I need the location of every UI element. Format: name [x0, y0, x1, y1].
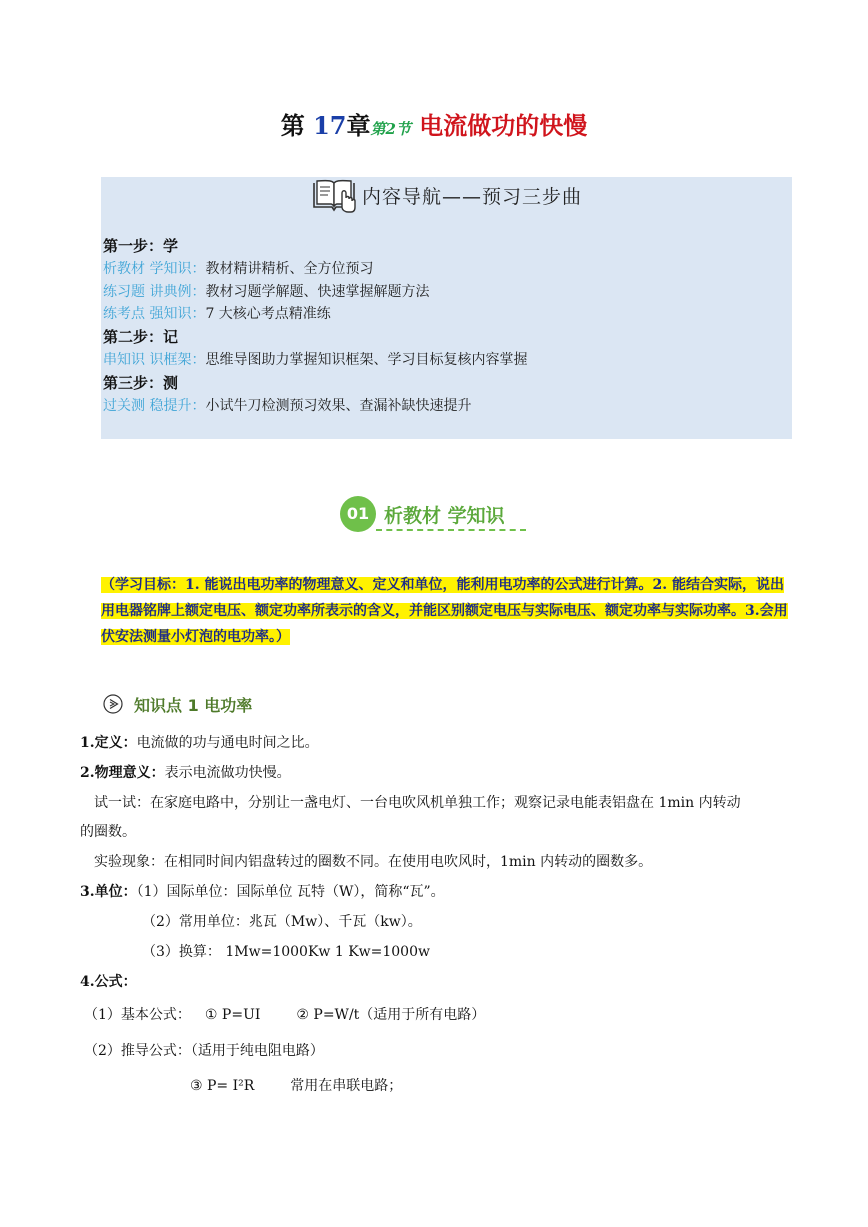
page-title	[0, 106, 868, 141]
step-1: 第一步：学	[103, 237, 179, 255]
meaning-label: 2.物理意义：	[80, 765, 165, 781]
unit-line	[80, 881, 445, 901]
objectives-text: （学习目标：1. 能说出电功率的物理意义、定义和单位，能利用电功率的公式进行计算。2. 能结合实际，说出用电器铭牌上额定电压、额定功率所表示的含义，并能区别额定电压与实际电压、额定功率与实际功率。3.会用伏安法测量小灯泡的电功率。）	[101, 577, 788, 645]
nav-row	[103, 395, 527, 418]
play-circle-icon	[103, 694, 123, 714]
nav-row	[103, 281, 527, 304]
unit-common: （2）常用单位：兆瓦（Mw）、千瓦（kw）。	[142, 914, 422, 930]
unit-conversion: （3）换算： 1Mw=1000Kw 1 Kw=1000w	[142, 944, 430, 960]
formula-p-ui: ① P=UI	[204, 1007, 261, 1023]
meaning-line	[80, 762, 291, 782]
nav-row-desc: 思维导图助力掌握知识框架、学习目标复核内容掌握	[205, 351, 528, 368]
definition-line	[80, 732, 319, 752]
nav-row	[103, 258, 527, 281]
step-2: 第二步：记	[103, 328, 179, 347]
experiment-phenomenon: 实验现象：在相同时间内铝盘转过的圈数不同。在使用电吹风时，1min 内转动的圈数多。	[94, 854, 653, 870]
definition-label: 1.定义：	[80, 735, 137, 751]
formula-label-text: 4.公式：	[80, 974, 137, 990]
nav-row-desc: 小试牛刀检测预习效果、查漏补缺快速提升	[205, 397, 472, 414]
basic-formula-line	[84, 1004, 485, 1024]
formula-label	[80, 971, 137, 991]
unit-international: （1）国际单位：国际单位 瓦特（W），简称“瓦”。	[136, 884, 445, 900]
book-pointer-icon	[311, 177, 357, 213]
nav-row-desc: 7 大核心考点精准练	[205, 306, 331, 323]
formula-note: 常用在串联电路；	[290, 1078, 403, 1094]
formula-p-wt: ② P=W/t（适用于所有电路）	[296, 1007, 486, 1023]
nav-row	[103, 349, 527, 372]
nav-title: 内容导航——预习三步曲	[362, 185, 583, 208]
nav-list	[103, 235, 527, 417]
nav-row-desc: 教材习题学解题、快速掌握解题方法	[205, 283, 430, 300]
nav-row	[103, 303, 527, 326]
step-3: 第三步：测	[103, 373, 179, 392]
try-it-line-1: 试一试：在家庭电路中，分别让一盏电灯、一台电吹风机单独工作；观察记录电能表铝盘在 1min 内转动	[94, 795, 741, 811]
nav-row-label: 练习题 讲典例：	[103, 283, 206, 300]
unit-label: 3.单位：	[80, 884, 137, 900]
learning-objectives	[101, 572, 791, 650]
knowledge-point-title: 知识点 1 电功率	[134, 696, 253, 715]
derived-formula-line	[190, 1075, 402, 1095]
formula-p-i2r: ③ P= I²R	[190, 1078, 255, 1094]
nav-row-label: 析教材 学知识：	[103, 260, 206, 277]
try-it-line-2: 的圈数。	[80, 824, 136, 840]
nav-header	[101, 177, 792, 215]
section-underline	[376, 529, 526, 531]
nav-row-label: 过关测 稳提升：	[103, 397, 206, 414]
title-part1: 第	[280, 111, 305, 140]
section-number-badge: 01	[340, 496, 376, 532]
derived-formula-label: （2）推导公式：（适用于纯电阻电路）	[84, 1043, 324, 1059]
section-label: 第2节	[370, 120, 411, 138]
title-part2: 章	[346, 111, 371, 140]
chapter-number: 17	[313, 111, 347, 140]
basic-formula-label: （1）基本公式：	[84, 1007, 191, 1023]
nav-row-label: 串知识 识框架：	[103, 351, 206, 368]
meaning-text: 表示电流做功快慢。	[164, 765, 291, 781]
nav-row-desc: 教材精讲精析、全方位预习	[205, 260, 374, 277]
topic-title: 电流做功的快慢	[419, 111, 588, 140]
section-title: 析教材 学知识	[384, 505, 505, 527]
nav-row-label: 练考点 强知识：	[103, 306, 206, 323]
content-navigation-box	[101, 177, 792, 439]
definition-text: 电流做的功与通电时间之比。	[136, 735, 319, 751]
